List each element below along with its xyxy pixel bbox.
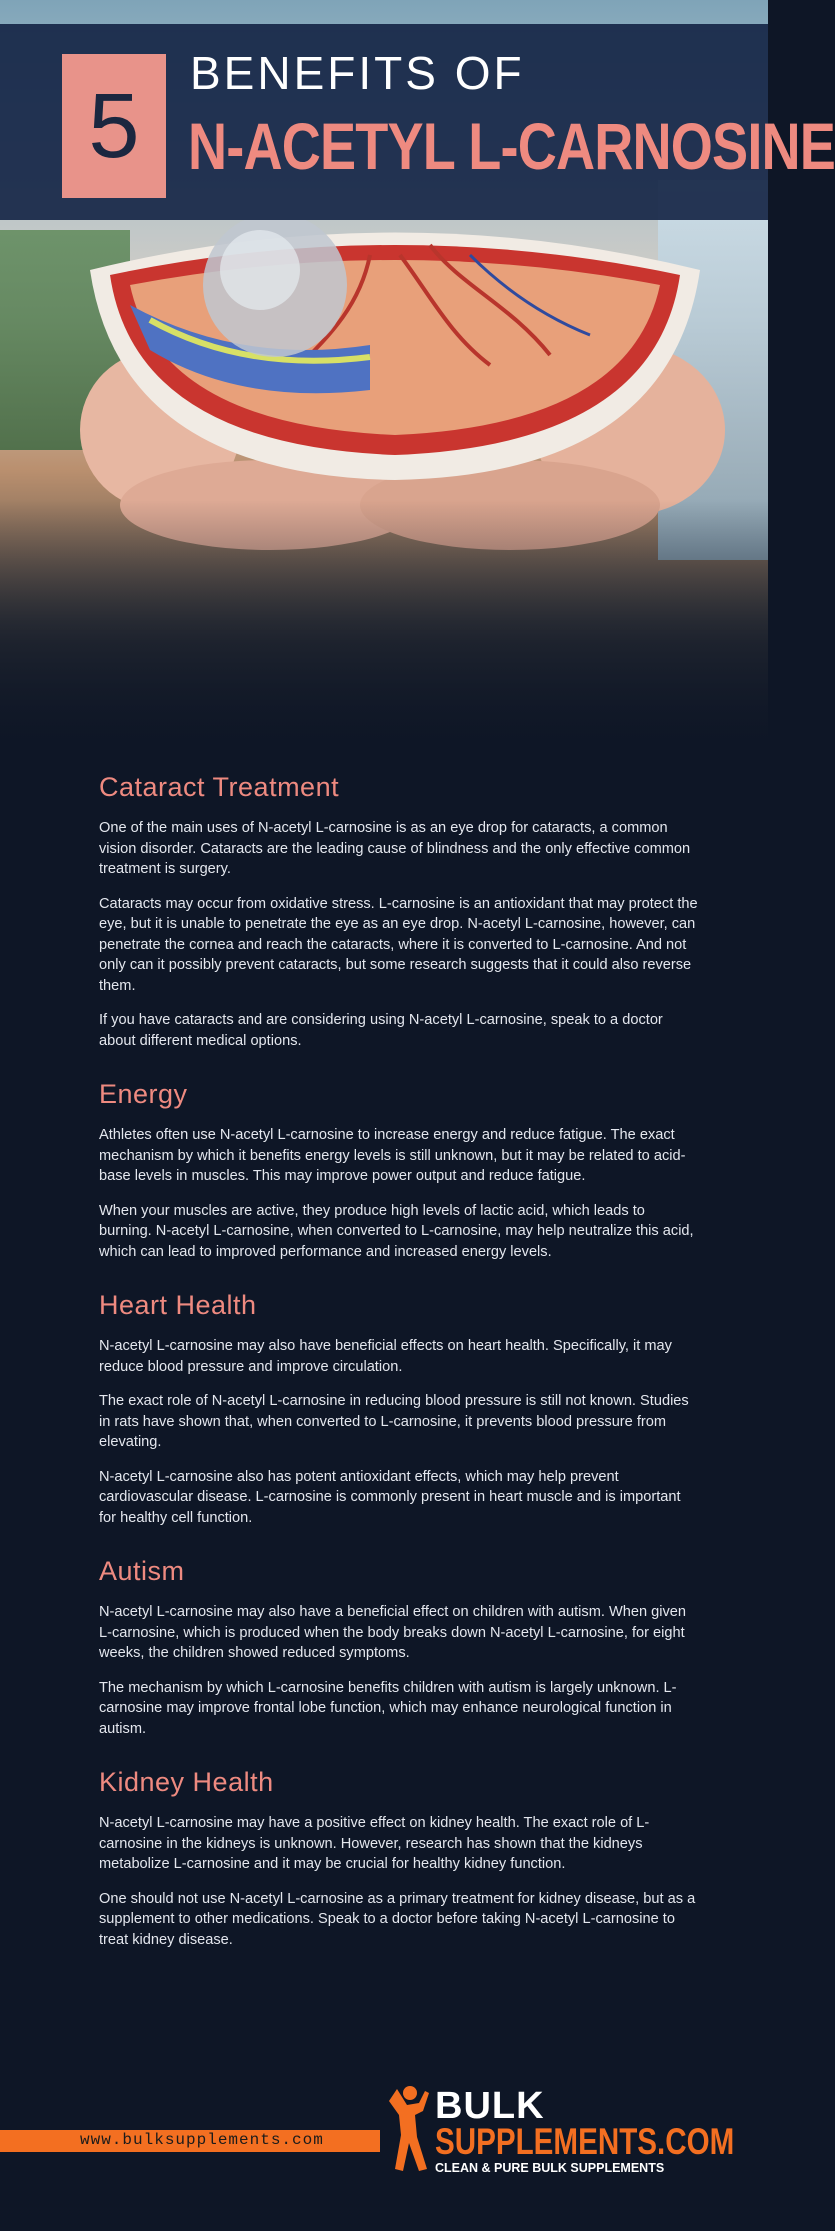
website-link[interactable]: www.bulksupplements.com	[80, 2131, 324, 2149]
section-cataract-treatment	[99, 770, 699, 1051]
paragraph: One of the main uses of N-acetyl L-carnosine is as an eye drop for cataracts, a common vision disorder. Cataracts are the leading cause of blindness and the only effective common treatment is surgery.	[99, 820, 691, 877]
section-title: Kidney Health	[99, 1767, 274, 1797]
logo-supplements-text: SUPPLEMENTS.COM	[435, 2121, 735, 2162]
benefits-content	[99, 770, 699, 1976]
section-title: Autism	[99, 1556, 185, 1586]
paragraph: The mechanism by which L-carnosine benefits children with autism is largely unknown. L-carnosine may improve frontal lobe function, which may enhance neurological function in autism.	[99, 1679, 677, 1737]
athlete-figure-icon	[385, 2085, 431, 2175]
bulk-supplements-logo[interactable]	[385, 2085, 735, 2175]
section-title: Cataract Treatment	[99, 772, 340, 802]
title-prefix: BENEFITS OF	[190, 47, 525, 99]
paragraph: N-acetyl L-carnosine may also have beneficial effects on heart health. Specifically, it may reduce blood pressure and improve circulation.	[99, 1338, 672, 1375]
section-autism	[99, 1554, 699, 1739]
hero-image	[0, 0, 835, 760]
paragraph: One should not use N-acetyl L-carnosine as a primary treatment for kidney disease, but as a supplement to other medications. Speak to a doctor before taking N-acetyl L-carnosine to treat kidney disease.	[99, 1890, 696, 1948]
section-energy	[99, 1077, 699, 1262]
section-title: Energy	[99, 1079, 188, 1109]
logo-bulk-text: BULK	[435, 2085, 545, 2127]
paragraph: The exact role of N-acetyl L-carnosine in reducing blood pressure is still not known. Studies in rats have shown that, when converted to L-carnosine, it prevents blood pressure from elevating.	[99, 1393, 689, 1450]
benefit-count: 5	[62, 54, 166, 198]
eye-model-illustration	[70, 215, 720, 545]
paragraph: N-acetyl L-carnosine also has potent antioxidant effects, which may help prevent cardiovascular disease. L-carnosine is commonly present in heart muscle and is important for healthy cell function.	[99, 1468, 681, 1526]
paragraph: N-acetyl L-carnosine may also have a beneficial effect on children with autism. When given L-carnosine, which is produced when the body breaks down N-acetyl L-carnosine, for eight weeks, the children showed reduced symptoms.	[99, 1604, 687, 1661]
paragraph: When your muscles are active, they produce high levels of lactic acid, which leads to burning. N-acetyl L-carnosine, when converted to L-carnosine, may help neutralize this acid, which can lead to improved performance and increased energy levels.	[99, 1202, 694, 1260]
logo-tagline: CLEAN & PURE BULK SUPPLEMENTS	[435, 2161, 665, 2175]
page-title: N-ACETYL L-CARNOSINE	[188, 109, 835, 183]
paragraph: If you have cataracts and are considering using N-acetyl L-carnosine, speak to a doctor about different medical options.	[99, 1012, 663, 1049]
paragraph: N-acetyl L-carnosine may have a positive effect on kidney health. The exact role of L-carnosine in the kidneys is unknown. However, research has shown that the kidneys metabolize L-carnosine and it may be crucial for healthy kidney function.	[99, 1815, 650, 1872]
paragraph: Athletes often use N-acetyl L-carnosine to increase energy and reduce fatigue. The exact mechanism by which it benefits energy levels is still unknown, but it may be related to acid-base levels in muscles. This may improve power output and reduce fatigue.	[99, 1127, 686, 1184]
paragraph: Cataracts may occur from oxidative stress. L-carnosine is an antioxidant that may protect the eye, but it is unable to penetrate the eye as an eye drop. N-acetyl L-carnosine, however, can penetrate the cornea and reach the cataracts, where it is converted to L-carnosine. And not only can it possibly prevent cataracts, but some research suggests that it could also reverse them.	[99, 895, 698, 994]
section-kidney-health	[99, 1765, 699, 1950]
hero-fade	[0, 500, 768, 760]
section-title: Heart Health	[99, 1290, 257, 1320]
section-heart-health	[99, 1288, 699, 1528]
